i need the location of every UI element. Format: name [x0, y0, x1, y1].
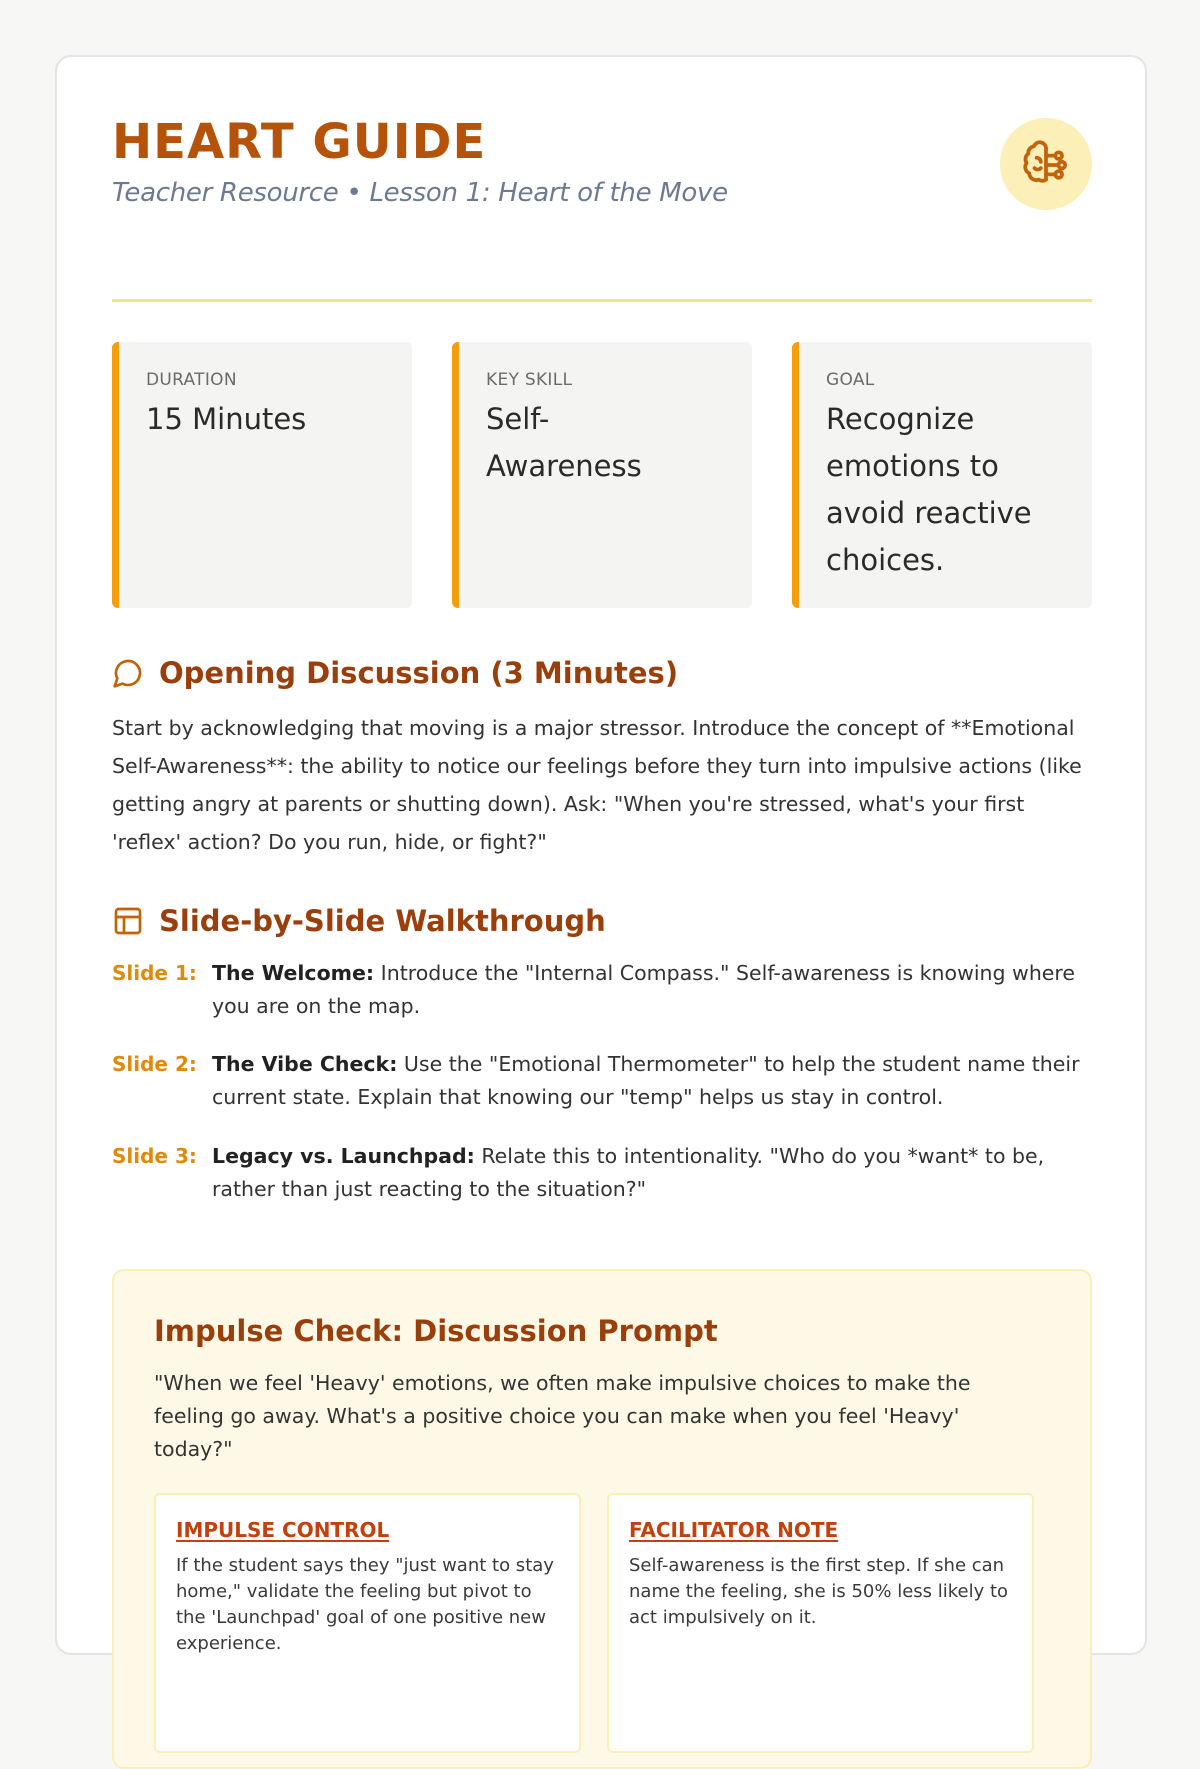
info-box-goal	[792, 342, 1092, 608]
opening-section-header	[112, 653, 678, 693]
info-box-key-skill	[452, 342, 752, 608]
info-value: Recognize emotions to avoid reactive choices.	[826, 402, 1032, 577]
slide-item	[112, 1048, 1092, 1114]
page-subtitle: Teacher Resource • Lesson 1: Heart of the Move	[112, 178, 728, 208]
brain-badge	[1000, 118, 1092, 210]
info-label: GOAL	[826, 370, 875, 390]
slide-item	[112, 1140, 1092, 1206]
impulse-control-card	[154, 1493, 581, 1753]
layout-icon	[112, 904, 146, 938]
slide-heading: The Welcome:	[212, 961, 375, 985]
facilitator-note-card	[607, 1493, 1034, 1753]
note-title: FACILITATOR NOTE	[629, 1518, 839, 1542]
slide-item	[112, 957, 1092, 1023]
slide-number: Slide 2:	[112, 1052, 197, 1076]
lesson-card	[55, 55, 1147, 1655]
speech-bubble-icon	[112, 656, 146, 690]
slide-description	[212, 1140, 1092, 1206]
info-value: Self-Awareness	[486, 402, 642, 483]
walkthrough-title: Slide-by-Slide Walkthrough	[159, 904, 606, 938]
brain-icon	[1021, 139, 1071, 189]
note-title: IMPULSE CONTROL	[176, 1518, 390, 1542]
slide-description	[212, 1048, 1092, 1114]
slide-body: Relate this to intentionality. "Who do you *want* to be, rather than just reacting to the situation?"	[212, 1144, 1045, 1201]
slide-number: Slide 1:	[112, 961, 197, 985]
slide-heading: The Vibe Check:	[212, 1052, 398, 1076]
note-text: Self-awareness is the first step. If she can name the feeling, she is 50% less likely to act impulsively on it.	[629, 1555, 1009, 1628]
walkthrough-section-header	[112, 901, 606, 941]
header-divider	[112, 299, 1092, 302]
impulse-check-prompt: "When we feel 'Heavy' emotions, we often make impulsive choices to make the feeling go away. What's a positive choice you can make when you feel 'Heavy' today?"	[154, 1371, 971, 1461]
note-text: If the student says they "just want to stay home," validate the feeling but pivot to the 'Launchpad' goal of one positive new experience.	[176, 1555, 554, 1654]
info-label: KEY SKILL	[486, 370, 573, 390]
opening-title: Opening Discussion (3 Minutes)	[159, 656, 679, 690]
impulse-check-panel	[112, 1269, 1092, 1769]
slide-description	[212, 957, 1092, 1023]
info-label: DURATION	[146, 370, 237, 390]
info-box-duration	[112, 342, 412, 608]
slide-number: Slide 3:	[112, 1144, 197, 1168]
page-title: HEART GUIDE	[112, 114, 487, 170]
impulse-check-title: Impulse Check: Discussion Prompt	[154, 1314, 718, 1348]
slide-body: Use the "Emotional Thermometer" to help the student name their current state. Explain that knowing our "temp" helps us stay in control.	[212, 1052, 1080, 1109]
slide-body: Introduce the "Internal Compass." Self-awareness is knowing where you are on the map.	[212, 961, 1076, 1018]
info-row	[112, 342, 1092, 608]
slide-heading: Legacy vs. Launchpad:	[212, 1144, 475, 1168]
opening-text: Start by acknowledging that moving is a major stressor. Introduce the concept of **Emotional Self-Awareness**: the ability to notice our feelings before they turn into impulsive actions (like getting angry at parents or shutting down). Ask: "When you're stressed, what's your first 'reflex' action? Do you run, hide, or fight?"	[112, 716, 1082, 854]
info-value: 15 Minutes	[146, 402, 307, 436]
